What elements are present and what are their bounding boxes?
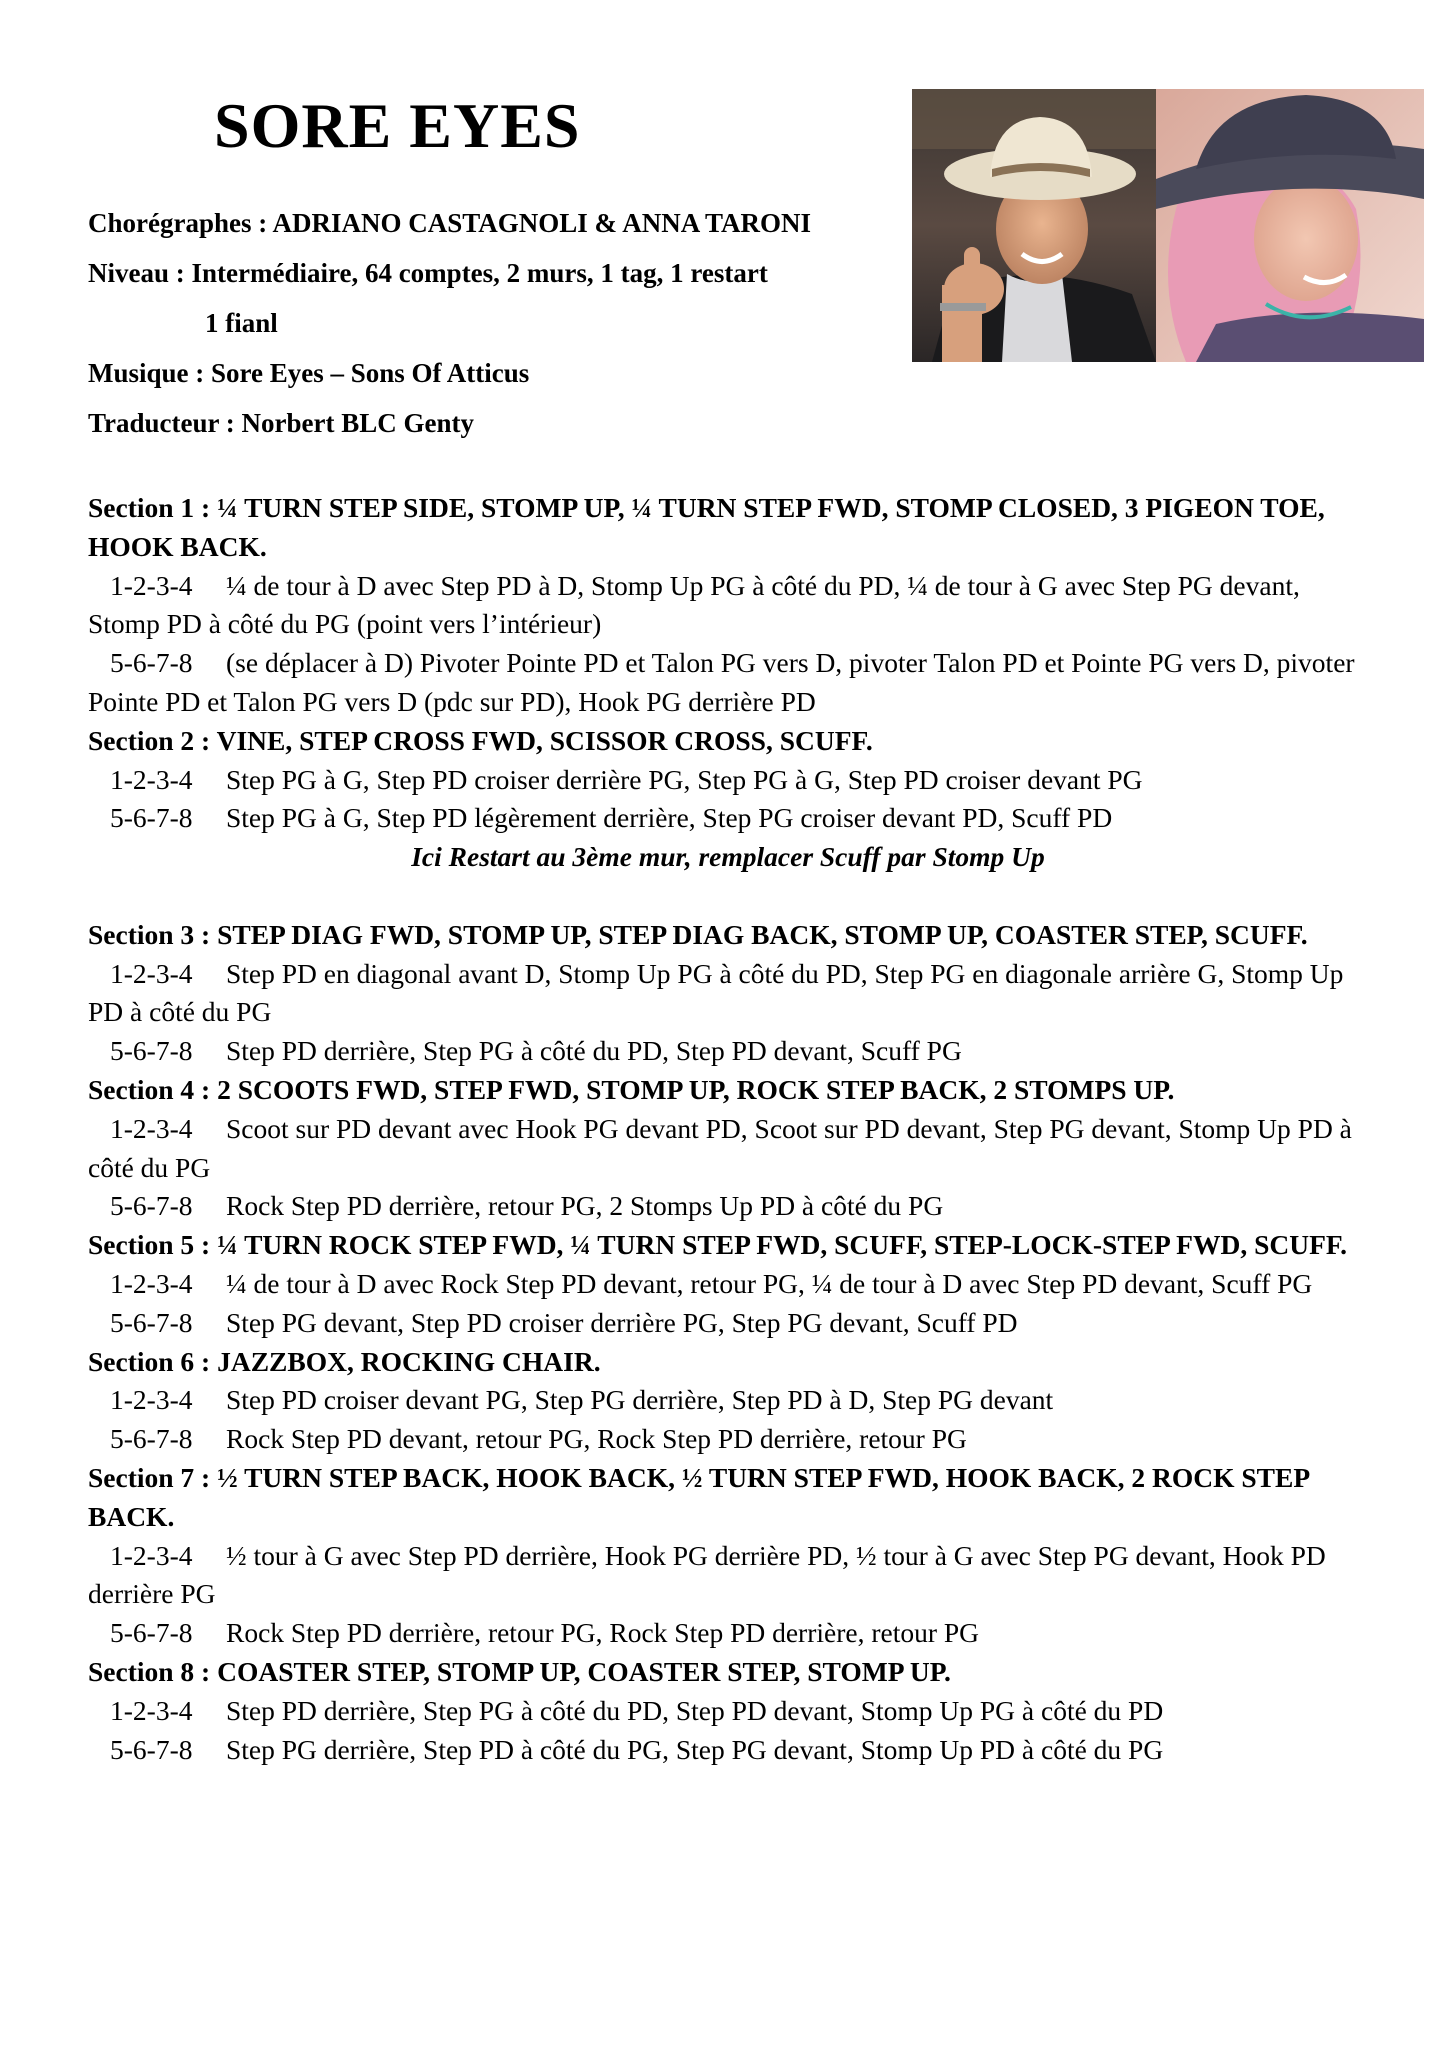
restart-note: Ici Restart au 3ème mur, remplacer Scuff par Stomp Up xyxy=(411,841,1045,873)
step-text: Step PG à G, Step PD croiser derrière PG, Step PG à G, Step PD croiser devant PG xyxy=(226,763,1143,795)
section-1 xyxy=(88,489,1368,722)
cowgirl-photo-image xyxy=(1156,89,1424,362)
step-counts: 1-2-3-4 xyxy=(110,763,193,795)
step-line xyxy=(88,1614,1368,1653)
section-title: Section 2 : VINE, STEP CROSS FWD, SCISSOR CROSS, SCUFF. xyxy=(88,724,873,756)
step-counts: 5-6-7-8 xyxy=(110,802,193,834)
level-continuation-line: 1 fianl xyxy=(205,308,278,338)
step-text: (se déplacer à D) Pivoter Pointe PD et Talon PG vers D, pivoter Talon PD et Pointe PG vers D, pivoter Pointe PD et Talon PG vers D (pdc sur PD), Hook PG derrière PD xyxy=(88,647,1355,717)
section-7 xyxy=(88,1459,1368,1653)
step-line xyxy=(88,1187,1368,1226)
section-title: Section 6 : JAZZBOX, ROCKING CHAIR. xyxy=(88,1345,601,1377)
step-counts: 5-6-7-8 xyxy=(110,647,193,679)
step-counts: 1-2-3-4 xyxy=(110,957,193,989)
choreographer-photo-right xyxy=(1156,89,1424,362)
choreographers-line: Chorégraphes : ADRIANO CASTAGNOLI & ANNA TARONI xyxy=(88,208,812,238)
header-info xyxy=(88,198,908,448)
choreographer-photos xyxy=(912,89,1424,362)
step-line xyxy=(88,1110,1368,1188)
step-line xyxy=(88,1731,1368,1770)
step-text: ¼ de tour à D avec Rock Step PD devant, retour PG, ¼ de tour à D avec Step PD devant, Scuff PG xyxy=(226,1267,1313,1299)
level-line: Niveau : Intermédiaire, 64 comptes, 2 murs, 1 tag, 1 restart xyxy=(88,258,768,288)
step-text: Step PG devant, Step PD croiser derrière PG, Step PG devant, Scuff PD xyxy=(226,1306,1018,1338)
step-text: Scoot sur PD devant avec Hook PG devant PD, Scoot sur PD devant, Step PG devant, Stomp Up PD à côté du PG xyxy=(88,1112,1352,1183)
step-line xyxy=(88,1304,1368,1343)
step-counts: 5-6-7-8 xyxy=(110,1423,193,1455)
section-title: Section 4 : 2 SCOOTS FWD, STEP FWD, STOMP UP, ROCK STEP BACK, 2 STOMPS UP. xyxy=(88,1073,1175,1105)
step-text: Rock Step PD derrière, retour PG, 2 Stomps Up PD à côté du PG xyxy=(226,1190,944,1222)
section-4 xyxy=(88,1071,1368,1226)
section-6 xyxy=(88,1343,1368,1459)
translator-line: Traducteur : Norbert BLC Genty xyxy=(88,408,474,438)
section-spacer xyxy=(88,877,1368,916)
section-3 xyxy=(88,916,1368,1071)
section-5 xyxy=(88,1226,1368,1342)
step-counts: 1-2-3-4 xyxy=(110,1539,193,1571)
step-counts: 5-6-7-8 xyxy=(110,1035,193,1067)
step-counts: 5-6-7-8 xyxy=(110,1733,193,1765)
step-counts: 1-2-3-4 xyxy=(110,1267,193,1299)
step-line xyxy=(88,1537,1368,1615)
section-title: Section 1 : ¼ TURN STEP SIDE, STOMP UP, ¼ TURN STEP FWD, STOMP CLOSED, 3 PIGEON TOE, HOOK BACK. xyxy=(88,492,1325,562)
step-line xyxy=(88,1265,1368,1304)
section-title: Section 7 : ½ TURN STEP BACK, HOOK BACK, ½ TURN STEP FWD, HOOK BACK, 2 ROCK STEP BACK. xyxy=(88,1461,1309,1532)
step-line xyxy=(88,1420,1368,1459)
step-line xyxy=(88,644,1368,722)
step-line xyxy=(88,567,1368,645)
step-counts: 1-2-3-4 xyxy=(110,1694,193,1726)
section-2 xyxy=(88,722,1368,877)
step-counts: 1-2-3-4 xyxy=(110,1112,193,1144)
step-text: Step PD derrière, Step PG à côté du PD, Step PD devant, Stomp Up PG à côté du PD xyxy=(226,1694,1164,1726)
section-title: Section 8 : COASTER STEP, STOMP UP, COASTER STEP, STOMP UP. xyxy=(88,1655,951,1687)
step-counts: 1-2-3-4 xyxy=(110,569,193,601)
step-line xyxy=(88,1692,1368,1731)
step-text: Step PD croiser devant PG, Step PG derrière, Step PD à D, Step PG devant xyxy=(226,1384,1054,1416)
section-8 xyxy=(88,1653,1368,1769)
step-text: Step PG à G, Step PD légèrement derrière, Step PG croiser devant PD, Scuff PD xyxy=(226,802,1113,834)
step-text: ½ tour à G avec Step PD derrière, Hook PG derrière PD, ½ tour à G avec Step PG devant, Hook PD derrière PG xyxy=(88,1539,1326,1610)
step-text: Rock Step PD devant, retour PG, Rock Step PD derrière, retour PG xyxy=(226,1423,967,1455)
page-title: SORE EYES xyxy=(214,90,581,161)
step-counts: 5-6-7-8 xyxy=(110,1617,193,1649)
step-sheet xyxy=(88,489,1368,1769)
music-line: Musique : Sore Eyes – Sons Of Atticus xyxy=(88,358,530,388)
step-text: ¼ de tour à D avec Step PD à D, Stomp Up PG à côté du PD, ¼ de tour à G avec Step PG devant, Stomp PD à côté du PG (point vers l’intérieur) xyxy=(88,569,1300,640)
step-text: Step PD derrière, Step PG à côté du PD, Step PD devant, Scuff PG xyxy=(226,1035,962,1067)
step-text: Step PG derrière, Step PD à côté du PG, Step PG devant, Stomp Up PD à côté du PG xyxy=(226,1733,1164,1765)
step-counts: 5-6-7-8 xyxy=(110,1306,193,1338)
step-line xyxy=(88,761,1368,800)
step-line xyxy=(88,1381,1368,1420)
step-line xyxy=(88,955,1368,1033)
choreographer-photo-left xyxy=(912,89,1156,362)
section-title: Section 3 : STEP DIAG FWD, STOMP UP, STEP DIAG BACK, STOMP UP, COASTER STEP, SCUFF. xyxy=(88,918,1308,950)
step-line xyxy=(88,799,1368,838)
step-counts: 5-6-7-8 xyxy=(110,1190,193,1222)
step-line xyxy=(88,1032,1368,1071)
cowboy-photo-image xyxy=(912,89,1156,362)
step-text: Rock Step PD derrière, retour PG, Rock Step PD derrière, retour PG xyxy=(226,1617,980,1649)
section-title: Section 5 : ¼ TURN ROCK STEP FWD, ¼ TURN STEP FWD, SCUFF, STEP-LOCK-STEP FWD, SCUFF. xyxy=(88,1229,1348,1261)
step-counts: 1-2-3-4 xyxy=(110,1384,193,1416)
step-text: Step PD en diagonal avant D, Stomp Up PG à côté du PD, Step PG en diagonale arrière G, Stomp Up PD à côté du PG xyxy=(88,957,1344,1028)
